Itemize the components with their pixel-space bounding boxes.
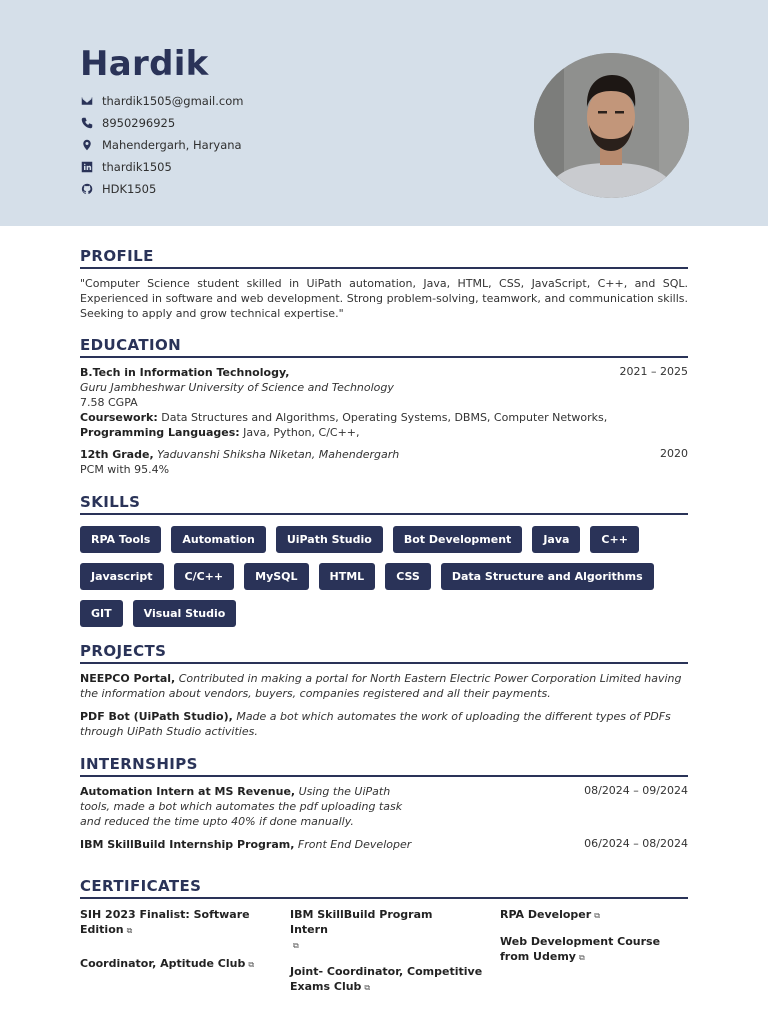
location-icon: [80, 138, 94, 152]
projects-title: PROJECTS: [80, 642, 688, 664]
twelfth-score: PCM with 95.4%: [80, 463, 170, 476]
skill-chip: GIT: [80, 600, 123, 627]
internships-title: INTERNSHIPS: [80, 755, 688, 777]
skill-chip: Data Structure and Algorithms: [441, 563, 654, 590]
skill-chip: Automation: [171, 526, 265, 553]
external-link-icon[interactable]: ⧉: [293, 941, 299, 950]
skill-chip: Visual Studio: [133, 600, 237, 627]
btech-degree: B.Tech in Information Technology,: [80, 366, 290, 379]
certificates-section: [80, 877, 688, 1006]
skills-list: [80, 526, 688, 637]
external-link-icon[interactable]: ⧉: [126, 926, 133, 935]
certificate-label: Coordinator, Aptitude Club: [80, 957, 246, 970]
internship-item: [80, 784, 688, 829]
certificate-item[interactable]: [80, 956, 276, 972]
profile-summary: "Computer Science student skilled in UiPath automation, Java, HTML, CSS, JavaScript, C++, and SQL. Experienced in software and web development. Strong problem-solving, teamwork, and communication skills. Seeking to apply and grow technical expertise.": [80, 277, 688, 320]
education-title: EDUCATION: [80, 336, 688, 358]
skill-chip: CSS: [385, 563, 431, 590]
languages-list: Java, Python, C/C++,: [239, 426, 360, 439]
education-section: [80, 336, 688, 477]
resume-header: [0, 0, 768, 226]
coursework-label: Coursework:: [80, 411, 158, 424]
skill-chip: RPA Tools: [80, 526, 161, 553]
contact-location-text: Mahendergarh, Haryana: [102, 138, 242, 152]
skill-chip: Java: [532, 526, 580, 553]
profile-section: [80, 247, 688, 321]
certificate-item[interactable]: [80, 907, 276, 938]
skill-chip: UiPath Studio: [276, 526, 383, 553]
certificate-label: RPA Developer: [500, 908, 592, 921]
skills-title: SKILLS: [80, 493, 688, 515]
certificate-item[interactable]: [500, 934, 688, 965]
certificates-column: [80, 907, 290, 1006]
internship-name: IBM SkillBuild Internship Program,: [80, 838, 295, 851]
skill-chip: Bot Development: [393, 526, 522, 553]
project-name: PDF Bot (UiPath Studio),: [80, 710, 233, 723]
external-link-icon[interactable]: ⧉: [594, 911, 600, 920]
internship-date: 06/2024 – 08/2024: [584, 837, 688, 850]
skill-chip: C++: [590, 526, 639, 553]
project-desc: Contributed in making a portal for North Eastern Electric Power Corporation Limited having the information about vendors, buyers, companies registered and all their payments.: [80, 672, 682, 700]
profile-photo: [534, 53, 689, 198]
contact-email-text: thardik1505@gmail.com: [102, 94, 244, 108]
external-link-icon[interactable]: ⧉: [578, 953, 585, 962]
project-item: [80, 671, 688, 701]
internship-date: 08/2024 – 09/2024: [584, 784, 688, 797]
skill-chip: Javascript: [80, 563, 164, 590]
project-desc: Made a bot which automates the work of uploading the different types of PDFs through UiPath Studio activities.: [80, 710, 671, 738]
btech-school: Guru Jambheshwar University of Science and Technology: [80, 381, 394, 394]
certificate-label: Web Development Course from Udemy: [500, 935, 661, 963]
external-link-icon[interactable]: ⧉: [364, 983, 371, 992]
profile-title: PROFILE: [80, 247, 688, 269]
github-icon: [80, 182, 94, 196]
project-name: NEEPCO Portal,: [80, 672, 176, 685]
btech-cgpa: 7.58 CGPA: [80, 396, 138, 409]
certificates-column: [290, 907, 500, 1006]
contact-email[interactable]: [80, 90, 243, 112]
internship-item: [80, 837, 688, 852]
certificate-item[interactable]: [290, 964, 486, 995]
internships-section: [80, 755, 688, 852]
linkedin-icon: [80, 160, 94, 174]
candidate-name: Hardik: [80, 44, 209, 84]
skill-chip: HTML: [319, 563, 376, 590]
contact-list: [80, 90, 243, 200]
certificates-column: [500, 907, 688, 1006]
certificate-item[interactable]: [500, 907, 688, 923]
contact-linkedin[interactable]: [80, 156, 243, 178]
email-icon: [80, 94, 94, 108]
coursework-list: Data Structures and Algorithms, Operating Systems, DBMS, Computer Networks,: [157, 411, 608, 424]
certificates-grid: [80, 907, 688, 1006]
contact-github[interactable]: [80, 178, 243, 200]
phone-icon: [80, 116, 94, 130]
certificates-title: CERTIFICATES: [80, 877, 688, 899]
education-entry-btech: [80, 365, 688, 440]
twelfth-school: Yaduvanshi Shiksha Niketan, Mahendergarh: [153, 448, 400, 461]
education-entry-12th: [80, 447, 688, 477]
skills-section: [80, 493, 688, 637]
internship-name: Automation Intern at MS Revenue,: [80, 785, 296, 798]
external-link-icon[interactable]: ⧉: [248, 960, 255, 969]
skill-chip: MySQL: [244, 563, 308, 590]
contact-location: [80, 134, 243, 156]
twelfth-date: 2020: [660, 447, 688, 460]
certificate-label: IBM SkillBuild Program Intern: [290, 908, 433, 936]
certificate-label: SIH 2023 Finalist: Software Edition: [80, 908, 250, 936]
project-item: [80, 709, 688, 739]
contact-linkedin-text: thardik1505: [102, 160, 172, 174]
contact-github-text: HDK1505: [102, 182, 157, 196]
contact-phone[interactable]: [80, 112, 243, 134]
internship-desc: Front End Developer: [294, 838, 412, 851]
projects-section: [80, 642, 688, 739]
contact-phone-text: 8950296925: [102, 116, 176, 130]
twelfth-degree: 12th Grade,: [80, 448, 154, 461]
skill-chip: C/C++: [174, 563, 235, 590]
certificate-label: Joint- Coordinator, Competitive Exams Club: [290, 965, 483, 993]
internship-desc: Using the UiPath tools, made a bot which automates the pdf uploading task and reduced the time upto 40% if done manually.: [80, 785, 403, 828]
certificate-item[interactable]: [290, 907, 470, 953]
languages-label: Programming Languages:: [80, 426, 240, 439]
btech-date: 2021 – 2025: [619, 365, 688, 378]
